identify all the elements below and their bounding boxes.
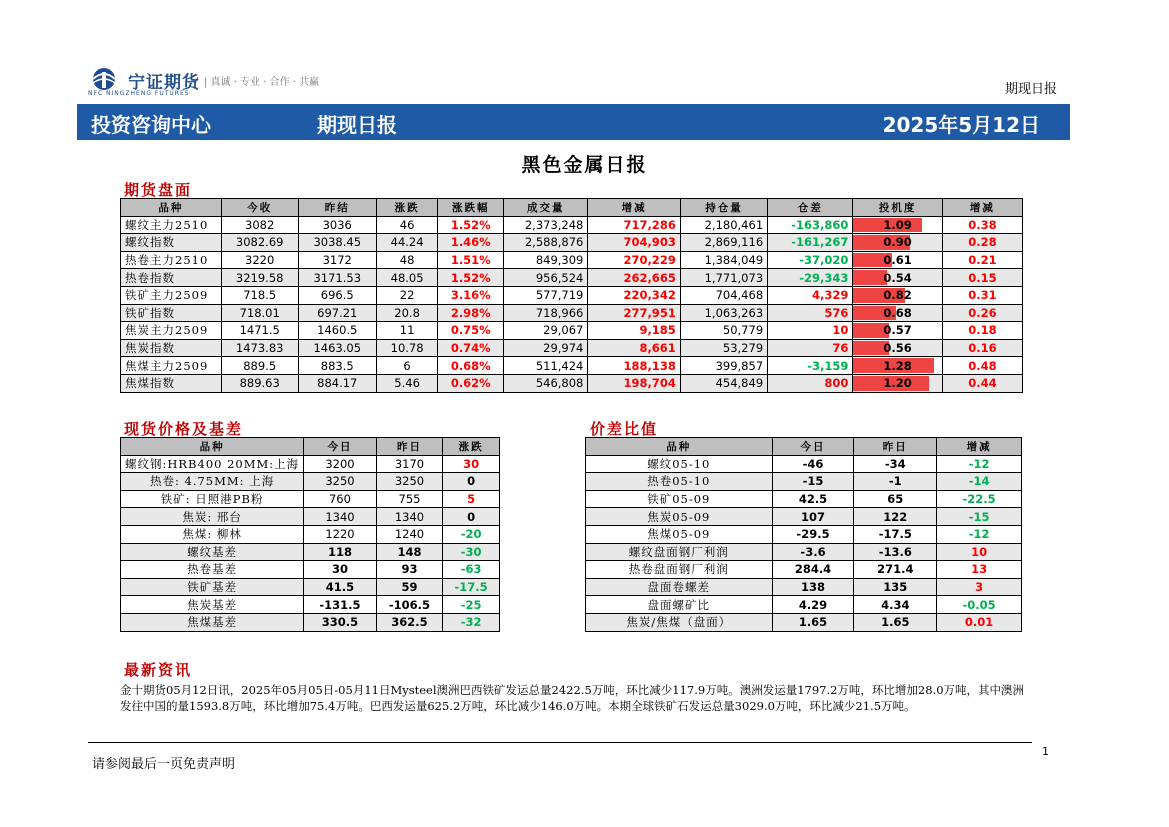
variety-name: 焦煤指数 <box>121 374 222 392</box>
table-row <box>586 508 1022 526</box>
change-value: -14 <box>937 473 1022 491</box>
volume-change: 717,286 <box>588 216 680 234</box>
speculation-change: 0.16 <box>942 339 1022 357</box>
close-price: 1471.5 <box>221 322 298 340</box>
table-row <box>121 525 500 543</box>
open-interest: 2,869,116 <box>680 234 767 252</box>
table-row <box>586 561 1022 579</box>
yesterday-value: 93 <box>376 561 442 579</box>
yesterday-value: 148 <box>376 543 442 561</box>
volume: 956,524 <box>504 269 588 287</box>
prev-settle: 1463.05 <box>298 339 376 357</box>
variety-name: 热卷: 4.75MM: 上海 <box>121 473 304 491</box>
oi-change: -163,860 <box>768 216 853 234</box>
variety-name: 热卷主力2510 <box>121 251 222 269</box>
variety-name: 热卷盘面钢厂利润 <box>586 561 773 579</box>
news-section-title: 最新资讯 <box>124 661 193 679</box>
speculation-value: 0.90 <box>883 235 912 250</box>
logo-name: 宁证期货 <box>128 73 200 93</box>
yesterday-value: 1340 <box>376 508 442 526</box>
variety-name: 焦炭05-09 <box>586 508 773 526</box>
close-price: 718.5 <box>221 286 298 304</box>
speculation-value: 1.09 <box>883 217 912 232</box>
variety-name: 焦煤05-09 <box>586 525 773 543</box>
table-row <box>586 613 1022 631</box>
table-row <box>121 596 500 614</box>
speculation-cell <box>853 269 942 287</box>
variety-name: 焦煤: 柳林 <box>121 525 304 543</box>
today-value: 3200 <box>304 455 377 473</box>
table-row <box>586 543 1022 561</box>
speculation-cell <box>853 322 942 340</box>
today-value: 4.29 <box>772 596 854 614</box>
change-value: 13 <box>937 561 1022 579</box>
volume: 849,309 <box>504 251 588 269</box>
table-row <box>121 304 1023 322</box>
change-value: -63 <box>443 561 500 579</box>
open-interest: 399,857 <box>680 357 767 375</box>
spot-section-title: 现货价格及基差 <box>124 420 244 438</box>
today-value: 3250 <box>304 473 377 491</box>
spread-header-row <box>586 438 1022 456</box>
volume-change: 188,138 <box>588 357 680 375</box>
table-row <box>586 455 1022 473</box>
speculation-cell <box>853 304 942 322</box>
open-interest: 1,771,073 <box>680 269 767 287</box>
futures-table <box>120 198 1023 393</box>
change-pct: 0.75% <box>438 322 504 340</box>
change-pct: 0.74% <box>438 339 504 357</box>
banner-date: 2025年5月12日 <box>882 113 1040 137</box>
volume-change: 704,903 <box>588 234 680 252</box>
variety-name: 焦煤基差 <box>121 613 304 631</box>
price-change: 44.24 <box>376 234 438 252</box>
variety-name: 焦炭主力2509 <box>121 322 222 340</box>
table-row <box>121 374 1023 392</box>
speculation-value: 0.54 <box>883 270 912 285</box>
change-value: -12 <box>937 455 1022 473</box>
spread-section-title: 价差比值 <box>590 420 659 438</box>
speculation-change: 0.26 <box>942 304 1022 322</box>
speculation-cell <box>853 216 942 234</box>
speculation-cell <box>853 286 942 304</box>
change-value: 10 <box>937 543 1022 561</box>
variety-name: 焦炭/焦煤（盘面） <box>586 613 773 631</box>
doc-type-label: 期现日报 <box>1004 82 1057 97</box>
change-value: 0.01 <box>937 613 1022 631</box>
price-change: 10.78 <box>376 339 438 357</box>
oi-change: 10 <box>768 322 853 340</box>
speculation-cell <box>853 374 942 392</box>
change-value: -22.5 <box>937 490 1022 508</box>
yesterday-value: 3170 <box>376 455 442 473</box>
volume-change: 198,704 <box>588 374 680 392</box>
open-interest: 704,468 <box>680 286 767 304</box>
speculation-cell <box>853 339 942 357</box>
today-value: 138 <box>772 578 854 596</box>
table-row <box>121 339 1023 357</box>
variety-name: 铁矿05-09 <box>586 490 773 508</box>
volume: 2,588,876 <box>504 234 588 252</box>
variety-name: 盘面卷螺差 <box>586 578 773 596</box>
oi-change: 76 <box>768 339 853 357</box>
speculation-cell <box>853 357 942 375</box>
today-value: 1340 <box>304 508 377 526</box>
yesterday-value: 65 <box>854 490 937 508</box>
variety-name: 螺纹盘面钢厂利润 <box>586 543 773 561</box>
open-interest: 50,779 <box>680 322 767 340</box>
oi-change: 4,329 <box>768 286 853 304</box>
logo-slogan: | 真诚 · 专业 · 合作 · 共赢 <box>204 77 320 88</box>
column-header: 持仓量 <box>680 199 767 217</box>
yesterday-value: 122 <box>854 508 937 526</box>
variety-name: 铁矿指数 <box>121 304 222 322</box>
change-value: 30 <box>443 455 500 473</box>
speculation-change: 0.48 <box>942 357 1022 375</box>
volume: 511,424 <box>504 357 588 375</box>
change-value: 5 <box>443 490 500 508</box>
speculation-value: 0.57 <box>883 323 912 338</box>
page-number: 1 <box>1042 745 1049 758</box>
change-value: -12 <box>937 525 1022 543</box>
prev-settle: 3172 <box>298 251 376 269</box>
change-pct: 1.51% <box>438 251 504 269</box>
column-header: 今日 <box>304 438 377 456</box>
table-row <box>121 234 1023 252</box>
volume: 2,373,248 <box>504 216 588 234</box>
column-header: 投机度 <box>853 199 942 217</box>
prev-settle: 3171.53 <box>298 269 376 287</box>
change-value: 0 <box>443 508 500 526</box>
oi-change: 800 <box>768 374 853 392</box>
speculation-change: 0.31 <box>942 286 1022 304</box>
column-header: 仓差 <box>768 199 853 217</box>
spot-header-row <box>121 438 500 456</box>
change-value: 3 <box>937 578 1022 596</box>
speculation-change: 0.38 <box>942 216 1022 234</box>
close-price: 3219.58 <box>221 269 298 287</box>
table-row <box>586 525 1022 543</box>
yesterday-value: 1240 <box>376 525 442 543</box>
speculation-change: 0.21 <box>942 251 1022 269</box>
today-value: 42.5 <box>772 490 854 508</box>
change-pct: 0.62% <box>438 374 504 392</box>
price-change: 5.46 <box>376 374 438 392</box>
today-value: 107 <box>772 508 854 526</box>
prev-settle: 696.5 <box>298 286 376 304</box>
speculation-change: 0.28 <box>942 234 1022 252</box>
futures-header-row <box>121 199 1023 217</box>
yesterday-value: 755 <box>376 490 442 508</box>
volume: 718,966 <box>504 304 588 322</box>
today-value: -15 <box>772 473 854 491</box>
footer-divider <box>88 742 1032 743</box>
change-pct: 2.98% <box>438 304 504 322</box>
variety-name: 铁矿: 日照港PB粉 <box>121 490 304 508</box>
variety-name: 铁矿主力2509 <box>121 286 222 304</box>
yesterday-value: -1 <box>854 473 937 491</box>
today-value: 284.4 <box>772 561 854 579</box>
today-value: -131.5 <box>304 596 377 614</box>
variety-name: 热卷基差 <box>121 561 304 579</box>
table-row <box>121 269 1023 287</box>
price-change: 46 <box>376 216 438 234</box>
change-pct: 3.16% <box>438 286 504 304</box>
column-header: 增减 <box>588 199 680 217</box>
column-header: 品种 <box>121 199 222 217</box>
table-row <box>121 508 500 526</box>
change-pct: 1.46% <box>438 234 504 252</box>
yesterday-value: 135 <box>854 578 937 596</box>
variety-name: 热卷指数 <box>121 269 222 287</box>
column-header: 今日 <box>772 438 854 456</box>
table-row <box>121 543 500 561</box>
variety-name: 焦炭基差 <box>121 596 304 614</box>
yesterday-value: -106.5 <box>376 596 442 614</box>
spread-table <box>585 437 1022 632</box>
news-text: 金十期货05月12日讯，2025年05月05日-05月11日Mysteel澳洲巴西铁矿发运总量2422.5万吨，环比减少117.9万吨。澳洲发运量1797.2万吨，环比增加28.0万吨，其中澳洲发往中国的量1593.8万吨，环比增加75.4万吨。巴西发运量625.2万吨，环比减少146.0万吨。本期全球铁矿石发运总量3029.0万吨，环比减少21.5万吨。 <box>120 683 1025 713</box>
yesterday-value: 271.4 <box>854 561 937 579</box>
price-change: 22 <box>376 286 438 304</box>
change-value: -15 <box>937 508 1022 526</box>
table-row <box>121 473 500 491</box>
close-price: 3082.69 <box>221 234 298 252</box>
speculation-value: 0.82 <box>883 288 912 303</box>
logo-english: NFC NINGZHENG FUTURES <box>88 90 190 97</box>
change-value: -32 <box>443 613 500 631</box>
table-row <box>121 286 1023 304</box>
column-header: 昨结 <box>298 199 376 217</box>
today-value: 30 <box>304 561 377 579</box>
variety-name: 铁矿基差 <box>121 578 304 596</box>
table-row <box>121 216 1023 234</box>
column-header: 昨日 <box>854 438 937 456</box>
variety-name: 螺纹05-10 <box>586 455 773 473</box>
speculation-change: 0.44 <box>942 374 1022 392</box>
yesterday-value: -17.5 <box>854 525 937 543</box>
today-value: -29.5 <box>772 525 854 543</box>
oi-change: -29,343 <box>768 269 853 287</box>
table-row <box>586 490 1022 508</box>
column-header: 今收 <box>221 199 298 217</box>
variety-name: 焦煤主力2509 <box>121 357 222 375</box>
change-pct: 1.52% <box>438 216 504 234</box>
volume-change: 262,665 <box>588 269 680 287</box>
change-value: -0.05 <box>937 596 1022 614</box>
volume: 29,067 <box>504 322 588 340</box>
oi-change: -3,159 <box>768 357 853 375</box>
speculation-value: 0.56 <box>883 341 912 356</box>
column-header: 增减 <box>942 199 1022 217</box>
column-header: 昨日 <box>376 438 442 456</box>
speculation-value: 1.28 <box>883 358 912 373</box>
close-price: 1473.83 <box>221 339 298 357</box>
prev-settle: 3036 <box>298 216 376 234</box>
variety-name: 焦炭指数 <box>121 339 222 357</box>
yesterday-value: -13.6 <box>854 543 937 561</box>
variety-name: 螺纹指数 <box>121 234 222 252</box>
volume: 29,974 <box>504 339 588 357</box>
table-row <box>121 251 1023 269</box>
yesterday-value: 3250 <box>376 473 442 491</box>
table-row <box>121 578 500 596</box>
table-row <box>121 490 500 508</box>
table-row <box>586 473 1022 491</box>
volume: 577,719 <box>504 286 588 304</box>
price-change: 11 <box>376 322 438 340</box>
yesterday-value: 362.5 <box>376 613 442 631</box>
volume-change: 277,951 <box>588 304 680 322</box>
open-interest: 2,180,461 <box>680 216 767 234</box>
table-row <box>586 596 1022 614</box>
oi-change: -161,267 <box>768 234 853 252</box>
close-price: 718.01 <box>221 304 298 322</box>
prev-settle: 3038.45 <box>298 234 376 252</box>
change-value: -20 <box>443 525 500 543</box>
table-row <box>586 578 1022 596</box>
price-change: 48 <box>376 251 438 269</box>
speculation-change: 0.15 <box>942 269 1022 287</box>
yesterday-value: 1.65 <box>854 613 937 631</box>
banner-report-name: 期现日报 <box>317 113 397 137</box>
yesterday-value: 59 <box>376 578 442 596</box>
speculation-change: 0.18 <box>942 322 1022 340</box>
today-value: 760 <box>304 490 377 508</box>
today-value: 1.65 <box>772 613 854 631</box>
yesterday-value: 4.34 <box>854 596 937 614</box>
variety-name: 螺纹基差 <box>121 543 304 561</box>
price-change: 48.05 <box>376 269 438 287</box>
today-value: 41.5 <box>304 578 377 596</box>
yesterday-value: -34 <box>854 455 937 473</box>
header-banner <box>77 104 1070 140</box>
company-logo <box>88 66 388 98</box>
close-price: 889.5 <box>221 357 298 375</box>
today-value: 1220 <box>304 525 377 543</box>
oi-change: -37,020 <box>768 251 853 269</box>
table-row <box>121 613 500 631</box>
volume-change: 270,229 <box>588 251 680 269</box>
volume: 546,808 <box>504 374 588 392</box>
oi-change: 576 <box>768 304 853 322</box>
spot-table <box>120 437 500 632</box>
close-price: 889.63 <box>221 374 298 392</box>
table-row <box>121 322 1023 340</box>
table-row <box>121 561 500 579</box>
volume-change: 9,185 <box>588 322 680 340</box>
close-price: 3220 <box>221 251 298 269</box>
today-value: 330.5 <box>304 613 377 631</box>
column-header: 涨跌 <box>376 199 438 217</box>
variety-name: 热卷05-10 <box>586 473 773 491</box>
futures-section-title: 期货盘面 <box>124 181 193 199</box>
open-interest: 1,384,049 <box>680 251 767 269</box>
speculation-cell <box>853 251 942 269</box>
column-header: 品种 <box>586 438 773 456</box>
variety-name: 螺纹钢:HRB400 20MM:上海 <box>121 455 304 473</box>
open-interest: 53,279 <box>680 339 767 357</box>
table-row <box>121 357 1023 375</box>
open-interest: 454,849 <box>680 374 767 392</box>
change-pct: 0.68% <box>438 357 504 375</box>
disclaimer-text: 请参阅最后一页免责声明 <box>92 757 236 772</box>
column-header: 品种 <box>121 438 304 456</box>
speculation-value: 1.20 <box>883 376 912 391</box>
change-value: -17.5 <box>443 578 500 596</box>
today-value: -46 <box>772 455 854 473</box>
speculation-value: 0.61 <box>883 253 912 268</box>
change-pct: 1.52% <box>438 269 504 287</box>
prev-settle: 1460.5 <box>298 322 376 340</box>
report-title: 黑色金属日报 <box>521 154 648 176</box>
change-value: -30 <box>443 543 500 561</box>
column-header: 涨跌幅 <box>438 199 504 217</box>
volume-change: 8,661 <box>588 339 680 357</box>
today-value: -3.6 <box>772 543 854 561</box>
table-row <box>121 455 500 473</box>
column-header: 成交量 <box>504 199 588 217</box>
speculation-value: 0.68 <box>883 305 912 320</box>
change-value: 0 <box>443 473 500 491</box>
banner-department: 投资咨询中心 <box>91 113 211 137</box>
volume-change: 220,342 <box>588 286 680 304</box>
change-value: -25 <box>443 596 500 614</box>
close-price: 3082 <box>221 216 298 234</box>
column-header: 增减 <box>937 438 1022 456</box>
speculation-cell <box>853 234 942 252</box>
prev-settle: 884.17 <box>298 374 376 392</box>
prev-settle: 883.5 <box>298 357 376 375</box>
today-value: 118 <box>304 543 377 561</box>
variety-name: 盘面螺矿比 <box>586 596 773 614</box>
open-interest: 1,063,263 <box>680 304 767 322</box>
price-change: 6 <box>376 357 438 375</box>
variety-name: 螺纹主力2510 <box>121 216 222 234</box>
column-header: 涨跌 <box>443 438 500 456</box>
price-change: 20.8 <box>376 304 438 322</box>
prev-settle: 697.21 <box>298 304 376 322</box>
variety-name: 焦炭: 邢台 <box>121 508 304 526</box>
